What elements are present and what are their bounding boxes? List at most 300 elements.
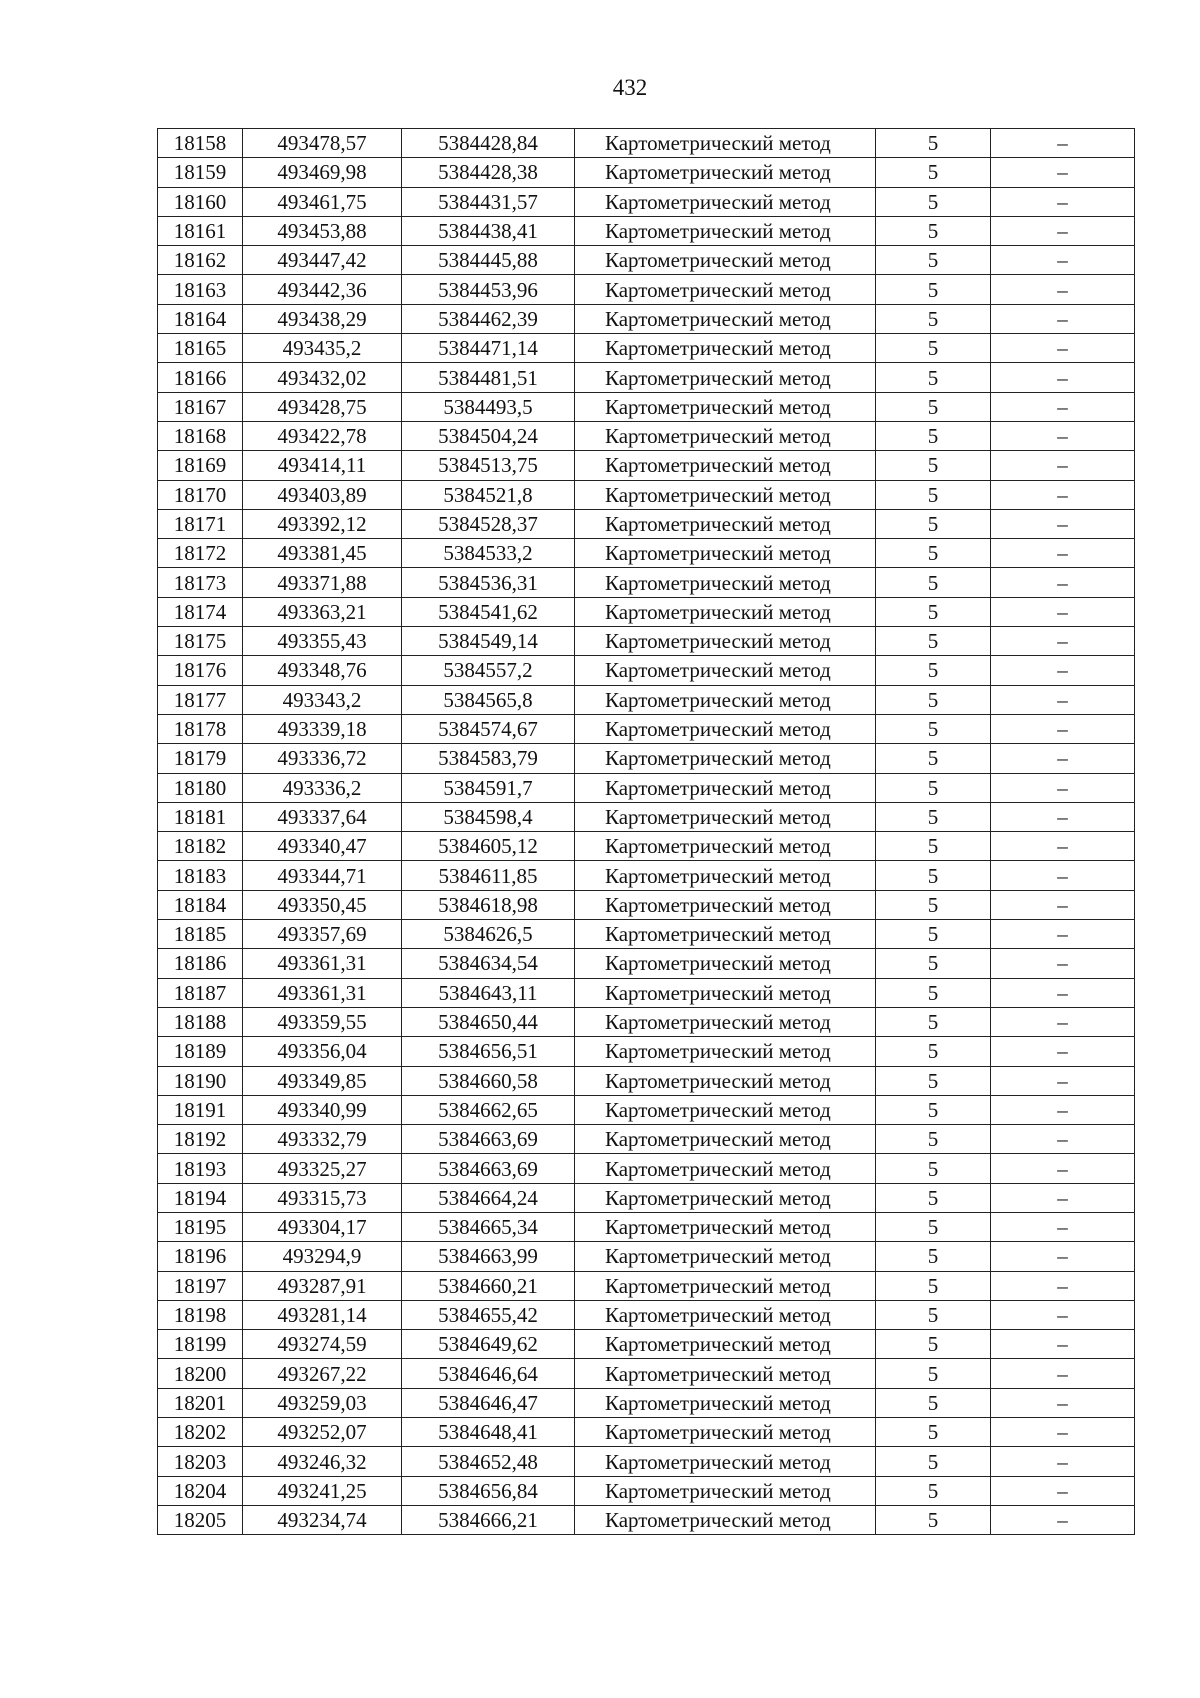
table-row bbox=[158, 656, 1135, 685]
y-coordinate-cell: 5384428,84 bbox=[402, 129, 575, 158]
method-cell: Картометрический метод bbox=[575, 1007, 876, 1036]
y-coordinate-cell: 5384453,96 bbox=[402, 275, 575, 304]
method-cell: Картометрический метод bbox=[575, 920, 876, 949]
table-row bbox=[158, 216, 1135, 245]
y-coordinate-cell: 5384666,21 bbox=[402, 1505, 575, 1534]
point-number-cell: 18184 bbox=[158, 890, 243, 919]
note-cell: – bbox=[991, 1154, 1135, 1183]
accuracy-cell: 5 bbox=[876, 480, 991, 509]
accuracy-cell: 5 bbox=[876, 744, 991, 773]
table-row bbox=[158, 685, 1135, 714]
y-coordinate-cell: 5384481,51 bbox=[402, 363, 575, 392]
x-coordinate-cell: 493478,57 bbox=[243, 129, 402, 158]
note-cell: – bbox=[991, 773, 1135, 802]
accuracy-cell: 5 bbox=[876, 392, 991, 421]
table-row bbox=[158, 861, 1135, 890]
note-cell: – bbox=[991, 1212, 1135, 1241]
point-number-cell: 18177 bbox=[158, 685, 243, 714]
y-coordinate-cell: 5384557,2 bbox=[402, 656, 575, 685]
table-row bbox=[158, 246, 1135, 275]
note-cell: – bbox=[991, 1095, 1135, 1124]
y-coordinate-cell: 5384574,67 bbox=[402, 714, 575, 743]
accuracy-cell: 5 bbox=[876, 451, 991, 480]
method-cell: Картометрический метод bbox=[575, 1125, 876, 1154]
method-cell: Картометрический метод bbox=[575, 480, 876, 509]
accuracy-cell: 5 bbox=[876, 304, 991, 333]
table-row bbox=[158, 978, 1135, 1007]
table-row bbox=[158, 421, 1135, 450]
point-number-cell: 18172 bbox=[158, 539, 243, 568]
point-number-cell: 18197 bbox=[158, 1271, 243, 1300]
method-cell: Картометрический метод bbox=[575, 1300, 876, 1329]
point-number-cell: 18195 bbox=[158, 1212, 243, 1241]
note-cell: – bbox=[991, 1505, 1135, 1534]
method-cell: Картометрический метод bbox=[575, 832, 876, 861]
y-coordinate-cell: 5384513,75 bbox=[402, 451, 575, 480]
accuracy-cell: 5 bbox=[876, 597, 991, 626]
method-cell: Картометрический метод bbox=[575, 275, 876, 304]
accuracy-cell: 5 bbox=[876, 627, 991, 656]
accuracy-cell: 5 bbox=[876, 832, 991, 861]
x-coordinate-cell: 493392,12 bbox=[243, 509, 402, 538]
method-cell: Картометрический метод bbox=[575, 685, 876, 714]
method-cell: Картометрический метод bbox=[575, 363, 876, 392]
note-cell: – bbox=[991, 1037, 1135, 1066]
accuracy-cell: 5 bbox=[876, 1007, 991, 1036]
method-cell: Картометрический метод bbox=[575, 304, 876, 333]
table-row bbox=[158, 158, 1135, 187]
note-cell: – bbox=[991, 861, 1135, 890]
accuracy-cell: 5 bbox=[876, 1066, 991, 1095]
x-coordinate-cell: 493422,78 bbox=[243, 421, 402, 450]
accuracy-cell: 5 bbox=[876, 1037, 991, 1066]
y-coordinate-cell: 5384565,8 bbox=[402, 685, 575, 714]
note-cell: – bbox=[991, 1330, 1135, 1359]
method-cell: Картометрический метод bbox=[575, 392, 876, 421]
note-cell: – bbox=[991, 832, 1135, 861]
method-cell: Картометрический метод bbox=[575, 1037, 876, 1066]
accuracy-cell: 5 bbox=[876, 1212, 991, 1241]
method-cell: Картометрический метод bbox=[575, 1183, 876, 1212]
method-cell: Картометрический метод bbox=[575, 627, 876, 656]
point-number-cell: 18161 bbox=[158, 216, 243, 245]
table-row bbox=[158, 334, 1135, 363]
note-cell: – bbox=[991, 597, 1135, 626]
accuracy-cell: 5 bbox=[876, 246, 991, 275]
point-number-cell: 18179 bbox=[158, 744, 243, 773]
table-row bbox=[158, 568, 1135, 597]
accuracy-cell: 5 bbox=[876, 920, 991, 949]
x-coordinate-cell: 493344,71 bbox=[243, 861, 402, 890]
note-cell: – bbox=[991, 920, 1135, 949]
table-row bbox=[158, 363, 1135, 392]
point-number-cell: 18163 bbox=[158, 275, 243, 304]
point-number-cell: 18202 bbox=[158, 1418, 243, 1447]
table-row bbox=[158, 1330, 1135, 1359]
note-cell: – bbox=[991, 421, 1135, 450]
point-number-cell: 18183 bbox=[158, 861, 243, 890]
table-row bbox=[158, 1476, 1135, 1505]
accuracy-cell: 5 bbox=[876, 421, 991, 450]
point-number-cell: 18190 bbox=[158, 1066, 243, 1095]
accuracy-cell: 5 bbox=[876, 1183, 991, 1212]
note-cell: – bbox=[991, 1007, 1135, 1036]
x-coordinate-cell: 493381,45 bbox=[243, 539, 402, 568]
table-row bbox=[158, 714, 1135, 743]
table-row bbox=[158, 890, 1135, 919]
x-coordinate-cell: 493414,11 bbox=[243, 451, 402, 480]
note-cell: – bbox=[991, 656, 1135, 685]
method-cell: Картометрический метод bbox=[575, 1066, 876, 1095]
method-cell: Картометрический метод bbox=[575, 1154, 876, 1183]
accuracy-cell: 5 bbox=[876, 1505, 991, 1534]
accuracy-cell: 5 bbox=[876, 216, 991, 245]
note-cell: – bbox=[991, 304, 1135, 333]
y-coordinate-cell: 5384648,41 bbox=[402, 1418, 575, 1447]
point-number-cell: 18180 bbox=[158, 773, 243, 802]
point-number-cell: 18196 bbox=[158, 1242, 243, 1271]
y-coordinate-cell: 5384656,51 bbox=[402, 1037, 575, 1066]
x-coordinate-cell: 493438,29 bbox=[243, 304, 402, 333]
y-coordinate-cell: 5384643,11 bbox=[402, 978, 575, 1007]
table-row bbox=[158, 275, 1135, 304]
note-cell: – bbox=[991, 1242, 1135, 1271]
table-row bbox=[158, 1212, 1135, 1241]
method-cell: Картометрический метод bbox=[575, 158, 876, 187]
note-cell: – bbox=[991, 802, 1135, 831]
x-coordinate-cell: 493287,91 bbox=[243, 1271, 402, 1300]
note-cell: – bbox=[991, 334, 1135, 363]
y-coordinate-cell: 5384583,79 bbox=[402, 744, 575, 773]
x-coordinate-cell: 493361,31 bbox=[243, 949, 402, 978]
note-cell: – bbox=[991, 627, 1135, 656]
note-cell: – bbox=[991, 451, 1135, 480]
point-number-cell: 18175 bbox=[158, 627, 243, 656]
note-cell: – bbox=[991, 949, 1135, 978]
note-cell: – bbox=[991, 246, 1135, 275]
note-cell: – bbox=[991, 1125, 1135, 1154]
y-coordinate-cell: 5384533,2 bbox=[402, 539, 575, 568]
point-number-cell: 18200 bbox=[158, 1359, 243, 1388]
y-coordinate-cell: 5384528,37 bbox=[402, 509, 575, 538]
point-number-cell: 18187 bbox=[158, 978, 243, 1007]
x-coordinate-cell: 493336,2 bbox=[243, 773, 402, 802]
accuracy-cell: 5 bbox=[876, 1095, 991, 1124]
point-number-cell: 18164 bbox=[158, 304, 243, 333]
point-number-cell: 18198 bbox=[158, 1300, 243, 1329]
method-cell: Картометрический метод bbox=[575, 1418, 876, 1447]
note-cell: – bbox=[991, 392, 1135, 421]
y-coordinate-cell: 5384663,69 bbox=[402, 1154, 575, 1183]
x-coordinate-cell: 493339,18 bbox=[243, 714, 402, 743]
point-number-cell: 18167 bbox=[158, 392, 243, 421]
y-coordinate-cell: 5384655,42 bbox=[402, 1300, 575, 1329]
accuracy-cell: 5 bbox=[876, 1154, 991, 1183]
x-coordinate-cell: 493246,32 bbox=[243, 1447, 402, 1476]
accuracy-cell: 5 bbox=[876, 275, 991, 304]
table-row bbox=[158, 802, 1135, 831]
method-cell: Картометрический метод bbox=[575, 802, 876, 831]
x-coordinate-cell: 493442,36 bbox=[243, 275, 402, 304]
note-cell: – bbox=[991, 539, 1135, 568]
note-cell: – bbox=[991, 1066, 1135, 1095]
table-row bbox=[158, 949, 1135, 978]
x-coordinate-cell: 493343,2 bbox=[243, 685, 402, 714]
y-coordinate-cell: 5384445,88 bbox=[402, 246, 575, 275]
table-row bbox=[158, 304, 1135, 333]
accuracy-cell: 5 bbox=[876, 656, 991, 685]
note-cell: – bbox=[991, 1476, 1135, 1505]
point-number-cell: 18170 bbox=[158, 480, 243, 509]
method-cell: Картометрический метод bbox=[575, 978, 876, 1007]
y-coordinate-cell: 5384626,5 bbox=[402, 920, 575, 949]
x-coordinate-cell: 493349,85 bbox=[243, 1066, 402, 1095]
table-row bbox=[158, 129, 1135, 158]
y-coordinate-cell: 5384471,14 bbox=[402, 334, 575, 363]
x-coordinate-cell: 493447,42 bbox=[243, 246, 402, 275]
method-cell: Картометрический метод bbox=[575, 744, 876, 773]
y-coordinate-cell: 5384493,5 bbox=[402, 392, 575, 421]
x-coordinate-cell: 493453,88 bbox=[243, 216, 402, 245]
accuracy-cell: 5 bbox=[876, 802, 991, 831]
table-row bbox=[158, 773, 1135, 802]
x-coordinate-cell: 493336,72 bbox=[243, 744, 402, 773]
point-number-cell: 18201 bbox=[158, 1388, 243, 1417]
y-coordinate-cell: 5384611,85 bbox=[402, 861, 575, 890]
accuracy-cell: 5 bbox=[876, 890, 991, 919]
note-cell: – bbox=[991, 480, 1135, 509]
accuracy-cell: 5 bbox=[876, 685, 991, 714]
y-coordinate-cell: 5384618,98 bbox=[402, 890, 575, 919]
x-coordinate-cell: 493325,27 bbox=[243, 1154, 402, 1183]
method-cell: Картометрический метод bbox=[575, 949, 876, 978]
table-row bbox=[158, 1447, 1135, 1476]
y-coordinate-cell: 5384652,48 bbox=[402, 1447, 575, 1476]
point-number-cell: 18188 bbox=[158, 1007, 243, 1036]
note-cell: – bbox=[991, 685, 1135, 714]
y-coordinate-cell: 5384591,7 bbox=[402, 773, 575, 802]
y-coordinate-cell: 5384634,54 bbox=[402, 949, 575, 978]
x-coordinate-cell: 493357,69 bbox=[243, 920, 402, 949]
accuracy-cell: 5 bbox=[876, 129, 991, 158]
point-number-cell: 18176 bbox=[158, 656, 243, 685]
method-cell: Картометрический метод bbox=[575, 1271, 876, 1300]
point-number-cell: 18186 bbox=[158, 949, 243, 978]
x-coordinate-cell: 493359,55 bbox=[243, 1007, 402, 1036]
method-cell: Картометрический метод bbox=[575, 187, 876, 216]
accuracy-cell: 5 bbox=[876, 861, 991, 890]
page-number: 432 bbox=[612, 75, 648, 100]
point-number-cell: 18194 bbox=[158, 1183, 243, 1212]
table-row bbox=[158, 1095, 1135, 1124]
x-coordinate-cell: 493403,89 bbox=[243, 480, 402, 509]
method-cell: Картометрический метод bbox=[575, 597, 876, 626]
point-number-cell: 18182 bbox=[158, 832, 243, 861]
coordinates-table-body bbox=[158, 129, 1135, 1535]
table-row bbox=[158, 627, 1135, 656]
method-cell: Картометрический метод bbox=[575, 509, 876, 538]
note-cell: – bbox=[991, 216, 1135, 245]
method-cell: Картометрический метод bbox=[575, 1359, 876, 1388]
coordinates-table bbox=[157, 128, 1135, 1535]
x-coordinate-cell: 493281,14 bbox=[243, 1300, 402, 1329]
x-coordinate-cell: 493469,98 bbox=[243, 158, 402, 187]
table-row bbox=[158, 1418, 1135, 1447]
table-row bbox=[158, 1242, 1135, 1271]
y-coordinate-cell: 5384650,44 bbox=[402, 1007, 575, 1036]
y-coordinate-cell: 5384504,24 bbox=[402, 421, 575, 450]
method-cell: Картометрический метод bbox=[575, 1388, 876, 1417]
y-coordinate-cell: 5384431,57 bbox=[402, 187, 575, 216]
note-cell: – bbox=[991, 187, 1135, 216]
table-row bbox=[158, 509, 1135, 538]
note-cell: – bbox=[991, 363, 1135, 392]
accuracy-cell: 5 bbox=[876, 509, 991, 538]
method-cell: Картометрический метод bbox=[575, 1212, 876, 1241]
method-cell: Картометрический метод bbox=[575, 421, 876, 450]
y-coordinate-cell: 5384663,99 bbox=[402, 1242, 575, 1271]
y-coordinate-cell: 5384541,62 bbox=[402, 597, 575, 626]
point-number-cell: 18171 bbox=[158, 509, 243, 538]
x-coordinate-cell: 493241,25 bbox=[243, 1476, 402, 1505]
method-cell: Картометрический метод bbox=[575, 1447, 876, 1476]
accuracy-cell: 5 bbox=[876, 187, 991, 216]
x-coordinate-cell: 493315,73 bbox=[243, 1183, 402, 1212]
x-coordinate-cell: 493350,45 bbox=[243, 890, 402, 919]
table-row bbox=[158, 187, 1135, 216]
accuracy-cell: 5 bbox=[876, 568, 991, 597]
accuracy-cell: 5 bbox=[876, 1418, 991, 1447]
point-number-cell: 18159 bbox=[158, 158, 243, 187]
method-cell: Картометрический метод bbox=[575, 890, 876, 919]
method-cell: Картометрический метод bbox=[575, 714, 876, 743]
accuracy-cell: 5 bbox=[876, 334, 991, 363]
x-coordinate-cell: 493267,22 bbox=[243, 1359, 402, 1388]
method-cell: Картометрический метод bbox=[575, 246, 876, 275]
point-number-cell: 18205 bbox=[158, 1505, 243, 1534]
accuracy-cell: 5 bbox=[876, 363, 991, 392]
y-coordinate-cell: 5384549,14 bbox=[402, 627, 575, 656]
table-row bbox=[158, 1271, 1135, 1300]
x-coordinate-cell: 493355,43 bbox=[243, 627, 402, 656]
method-cell: Картометрический метод bbox=[575, 539, 876, 568]
y-coordinate-cell: 5384605,12 bbox=[402, 832, 575, 861]
table-row bbox=[158, 920, 1135, 949]
y-coordinate-cell: 5384649,62 bbox=[402, 1330, 575, 1359]
point-number-cell: 18199 bbox=[158, 1330, 243, 1359]
accuracy-cell: 5 bbox=[876, 1271, 991, 1300]
x-coordinate-cell: 493371,88 bbox=[243, 568, 402, 597]
x-coordinate-cell: 493340,47 bbox=[243, 832, 402, 861]
method-cell: Картометрический метод bbox=[575, 1242, 876, 1271]
table-row bbox=[158, 1066, 1135, 1095]
accuracy-cell: 5 bbox=[876, 714, 991, 743]
point-number-cell: 18169 bbox=[158, 451, 243, 480]
accuracy-cell: 5 bbox=[876, 773, 991, 802]
x-coordinate-cell: 493428,75 bbox=[243, 392, 402, 421]
y-coordinate-cell: 5384656,84 bbox=[402, 1476, 575, 1505]
point-number-cell: 18168 bbox=[158, 421, 243, 450]
accuracy-cell: 5 bbox=[876, 1388, 991, 1417]
note-cell: – bbox=[991, 158, 1135, 187]
x-coordinate-cell: 493348,76 bbox=[243, 656, 402, 685]
y-coordinate-cell: 5384665,34 bbox=[402, 1212, 575, 1241]
note-cell: – bbox=[991, 890, 1135, 919]
point-number-cell: 18173 bbox=[158, 568, 243, 597]
accuracy-cell: 5 bbox=[876, 1476, 991, 1505]
y-coordinate-cell: 5384438,41 bbox=[402, 216, 575, 245]
x-coordinate-cell: 493356,04 bbox=[243, 1037, 402, 1066]
point-number-cell: 18165 bbox=[158, 334, 243, 363]
y-coordinate-cell: 5384664,24 bbox=[402, 1183, 575, 1212]
point-number-cell: 18193 bbox=[158, 1154, 243, 1183]
y-coordinate-cell: 5384536,31 bbox=[402, 568, 575, 597]
x-coordinate-cell: 493304,17 bbox=[243, 1212, 402, 1241]
method-cell: Картометрический метод bbox=[575, 773, 876, 802]
point-number-cell: 18189 bbox=[158, 1037, 243, 1066]
accuracy-cell: 5 bbox=[876, 978, 991, 1007]
table-row bbox=[158, 1154, 1135, 1183]
table-row bbox=[158, 392, 1135, 421]
note-cell: – bbox=[991, 978, 1135, 1007]
y-coordinate-cell: 5384462,39 bbox=[402, 304, 575, 333]
accuracy-cell: 5 bbox=[876, 158, 991, 187]
note-cell: – bbox=[991, 1300, 1135, 1329]
accuracy-cell: 5 bbox=[876, 1447, 991, 1476]
note-cell: – bbox=[991, 1183, 1135, 1212]
note-cell: – bbox=[991, 1447, 1135, 1476]
y-coordinate-cell: 5384660,21 bbox=[402, 1271, 575, 1300]
point-number-cell: 18166 bbox=[158, 363, 243, 392]
y-coordinate-cell: 5384663,69 bbox=[402, 1125, 575, 1154]
method-cell: Картометрический метод bbox=[575, 656, 876, 685]
table-row bbox=[158, 1007, 1135, 1036]
x-coordinate-cell: 493259,03 bbox=[243, 1388, 402, 1417]
point-number-cell: 18162 bbox=[158, 246, 243, 275]
x-coordinate-cell: 493363,21 bbox=[243, 597, 402, 626]
accuracy-cell: 5 bbox=[876, 1330, 991, 1359]
table-row bbox=[158, 1505, 1135, 1534]
y-coordinate-cell: 5384521,8 bbox=[402, 480, 575, 509]
table-row bbox=[158, 480, 1135, 509]
table-row bbox=[158, 539, 1135, 568]
method-cell: Картометрический метод bbox=[575, 861, 876, 890]
method-cell: Картометрический метод bbox=[575, 451, 876, 480]
table-row bbox=[158, 1037, 1135, 1066]
y-coordinate-cell: 5384428,38 bbox=[402, 158, 575, 187]
x-coordinate-cell: 493252,07 bbox=[243, 1418, 402, 1447]
point-number-cell: 18158 bbox=[158, 129, 243, 158]
table-row bbox=[158, 451, 1135, 480]
method-cell: Картометрический метод bbox=[575, 1095, 876, 1124]
x-coordinate-cell: 493294,9 bbox=[243, 1242, 402, 1271]
point-number-cell: 18174 bbox=[158, 597, 243, 626]
table-row bbox=[158, 1125, 1135, 1154]
method-cell: Картометрический метод bbox=[575, 1505, 876, 1534]
y-coordinate-cell: 5384646,64 bbox=[402, 1359, 575, 1388]
method-cell: Картометрический метод bbox=[575, 1330, 876, 1359]
point-number-cell: 18185 bbox=[158, 920, 243, 949]
note-cell: – bbox=[991, 1271, 1135, 1300]
point-number-cell: 18192 bbox=[158, 1125, 243, 1154]
note-cell: – bbox=[991, 1388, 1135, 1417]
point-number-cell: 18160 bbox=[158, 187, 243, 216]
point-number-cell: 18181 bbox=[158, 802, 243, 831]
note-cell: – bbox=[991, 1418, 1135, 1447]
y-coordinate-cell: 5384662,65 bbox=[402, 1095, 575, 1124]
method-cell: Картометрический метод bbox=[575, 568, 876, 597]
accuracy-cell: 5 bbox=[876, 539, 991, 568]
